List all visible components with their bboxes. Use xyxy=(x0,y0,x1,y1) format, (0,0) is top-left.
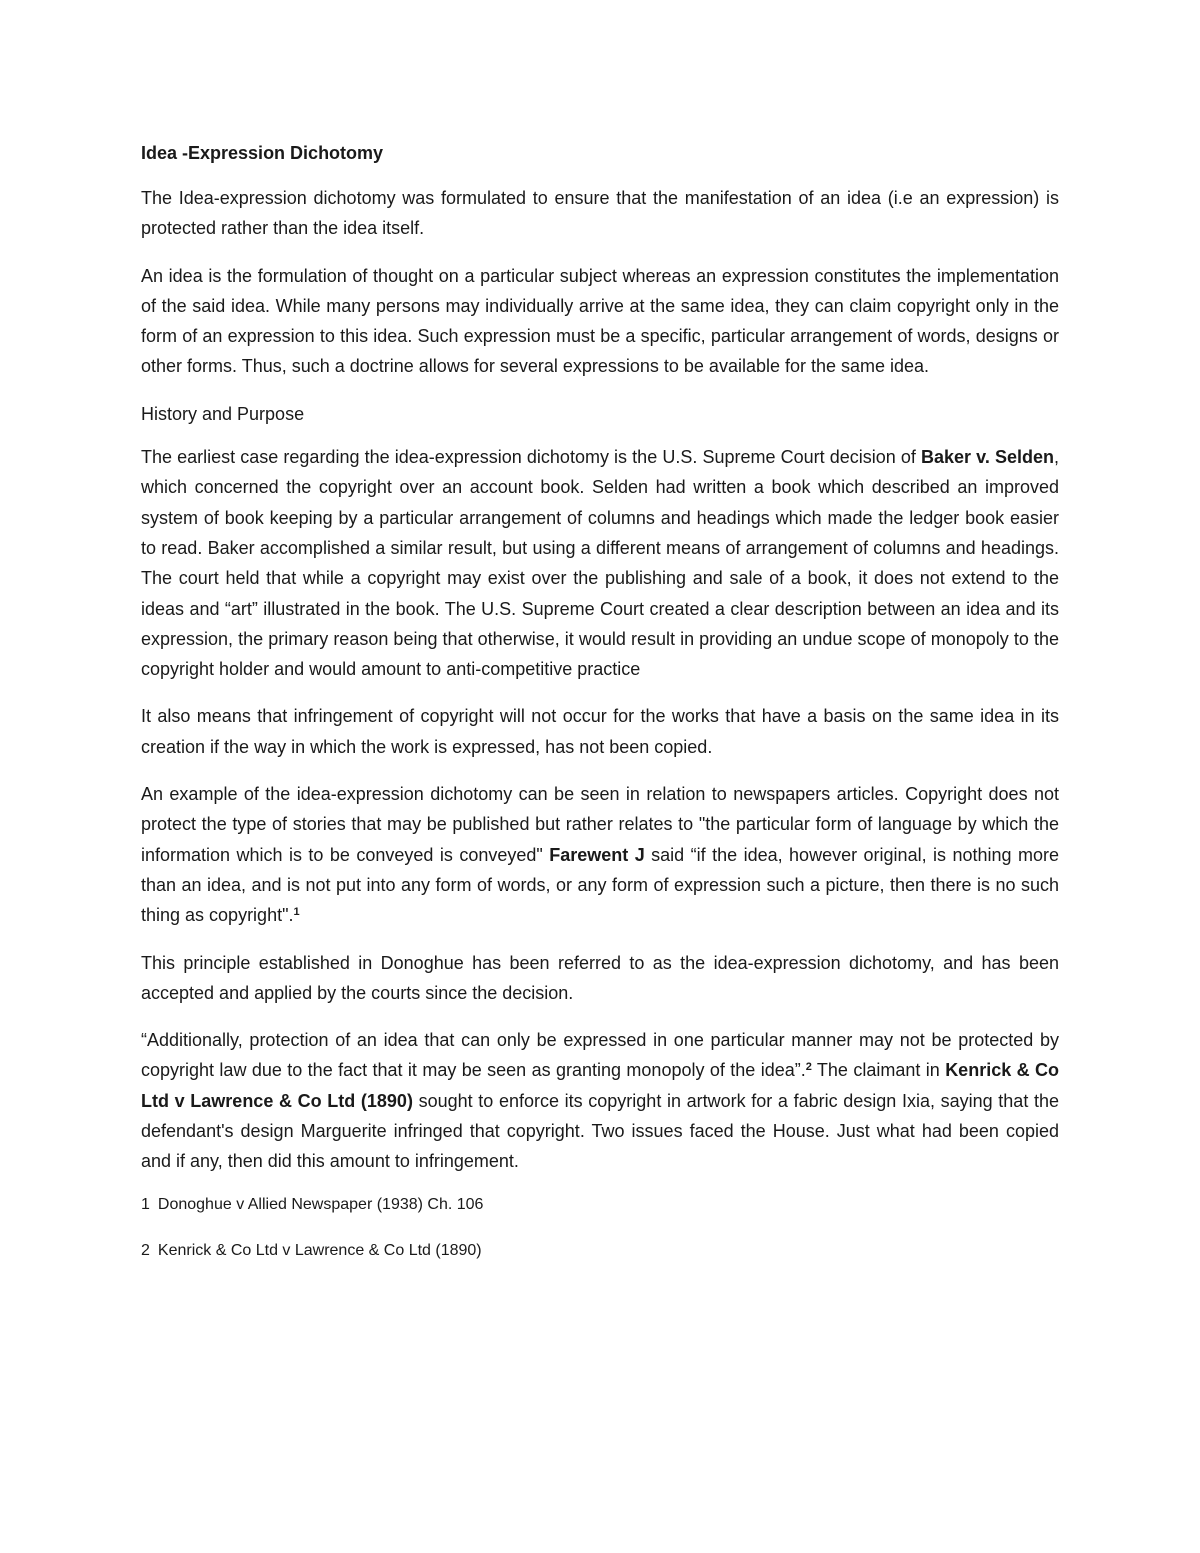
document-title: Idea -Expression Dichotomy xyxy=(141,143,384,163)
paragraph-donoghue-principle: This principle established in Donoghue has been referred to as the idea-expression dichotomy, and has been accepted and applied by the courts since the decision. xyxy=(141,952,1059,1003)
footnote-2 xyxy=(141,1240,1059,1262)
judge-name-bold: Farewent J xyxy=(549,844,645,865)
paragraph-newspaper-example xyxy=(141,779,1059,930)
footnote-1 xyxy=(141,1194,1059,1216)
footnote-ref-2[interactable]: 2 xyxy=(805,1061,812,1074)
footnote-ref-1[interactable]: 1 xyxy=(293,906,300,919)
paragraph-baker-v-selden xyxy=(141,442,1059,684)
footnote-number: 2 xyxy=(141,1241,150,1259)
text-run: The claimant in xyxy=(811,1060,946,1081)
text-run: , which concerned the copyright over an account book. Selden had written a book which described an improved system of book keeping by a particular arrangement of columns and headings which made the ledger book easier to read. Baker accomplished a similar result, but using a different means of arrangement of columns and headings. The court held that while a copyright may exist over the publishing and sale of a book, it does not extend to the ideas and “art” illustrated in the book. The U.S. Supreme Court created a clear description between an idea and its expression, the primary reason being that otherwise, it would result in providing an undue scope of monopoly to the copyright holder and would amount to anti-competitive practice xyxy=(141,447,1059,680)
footnotes xyxy=(141,1194,1059,1262)
footnote-text: Kenrick & Co Ltd v Lawrence & Co Ltd (1890) xyxy=(157,1241,482,1259)
text-run: The earliest case regarding the idea-expression dichotomy is the U.S. Supreme Court decision of xyxy=(141,447,922,468)
footnote-number: 1 xyxy=(141,1195,150,1213)
text-run: An example of the idea-expression dichotomy can be seen in relation to newspapers articles. Copyright does not protect the type of stories that may be published but rather relates to "the particular form of language by which the information which is to be conveyed is conveyed" xyxy=(141,784,1059,865)
text-run: “Additionally, protection of an idea that can only be expressed in one particular manner may not be protected by copyright law due to the fact that it may be seen as granting monopoly of the idea”. xyxy=(141,1030,1059,1081)
footnote-text: Donoghue v Allied Newspaper (1938) Ch. 106 xyxy=(157,1195,484,1213)
paragraph-intro: The Idea-expression dichotomy was formulated to ensure that the manifestation of an idea (i.e an expression) is protected rather than the idea itself. xyxy=(141,188,1059,239)
section-heading-history: History and Purpose xyxy=(141,403,305,424)
text-run: sought to enforce its copyright in artwork for a fabric design Ixia, saying that the defendant's design Marguerite infringed that copyright. Two issues faced the House. Just what had been copied and if any, then did this amount to infringement. xyxy=(141,1090,1059,1172)
paragraph-infringement: It also means that infringement of copyright will not occur for the works that have a basis on the same idea in its creation if the way in which the work is expressed, has not been copied. xyxy=(141,706,1059,757)
paragraph-kenrick-case xyxy=(141,1025,1059,1176)
document-page xyxy=(141,138,1059,1286)
text-run: said “if the idea, however original, is nothing more than an idea, and is not put into any form of words, or any form of expression such a picture, then there is no such thing as copyright". xyxy=(141,844,1059,926)
paragraph-idea-definition: An idea is the formulation of thought on a particular subject whereas an expression constitutes the implementation of the said idea. While many persons may individually arrive at the same idea, they can claim copyright only in the form of an expression to this idea. Such expression must be a specific, particular arrangement of words, designs or other forms. Thus, such a doctrine allows for several expressions to be available for the same idea. xyxy=(141,265,1059,377)
case-name-bold: Kenrick & Co Ltd v Lawrence & Co Ltd (1890) xyxy=(141,1060,1060,1111)
case-name-bold: Baker v. Selden xyxy=(921,447,1054,468)
